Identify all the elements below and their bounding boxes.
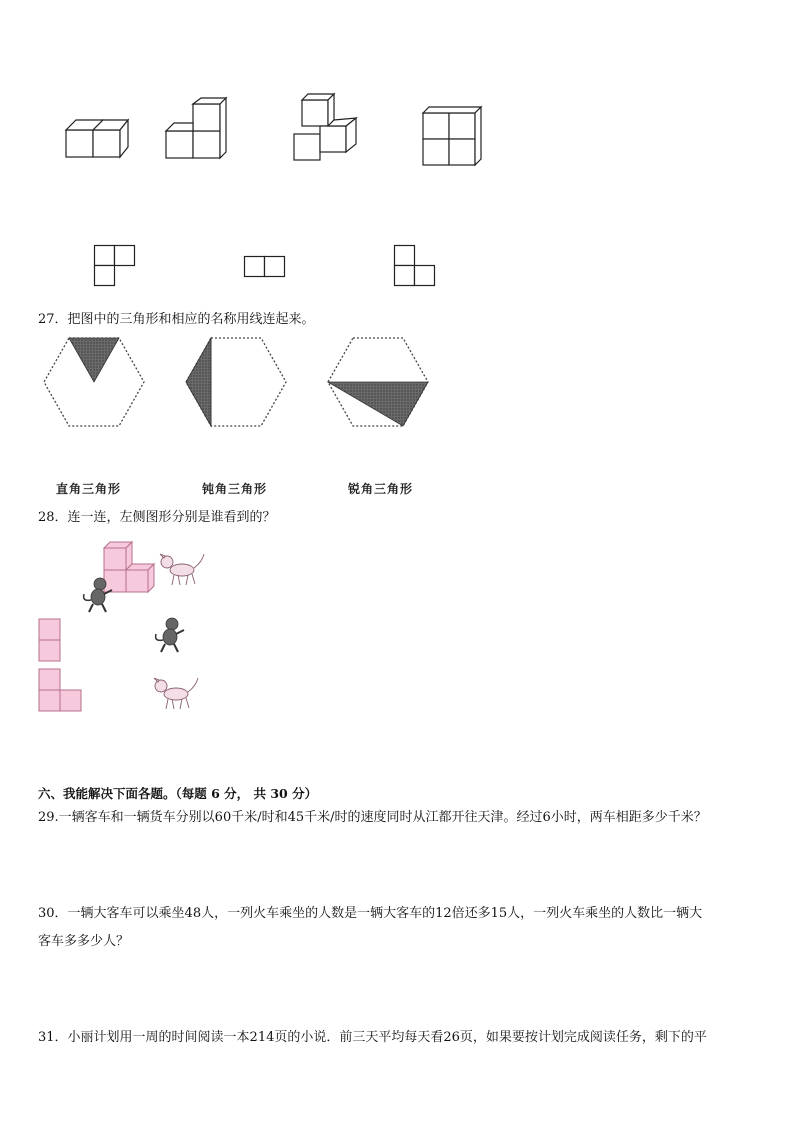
hexagon-2 bbox=[184, 336, 288, 428]
question-30-line-1: 30．一辆大客车可以乘坐48人，一列火车乘坐的人数是一辆大客车的12倍还多15人，一列火车乘坐的人数比一辆大 bbox=[38, 906, 703, 921]
label-obtuse-triangle: 钝角三角形 bbox=[202, 482, 268, 496]
hexagon-3 bbox=[326, 336, 430, 428]
section-6-title: 六、我能解决下面各题。（每题 6 分， 共 30 分） bbox=[38, 786, 318, 801]
view-option-column bbox=[38, 618, 64, 664]
monkey-icon bbox=[80, 576, 116, 616]
cube-figure-2 bbox=[162, 98, 232, 162]
view-grid-3 bbox=[394, 245, 438, 289]
cube-figure-1 bbox=[60, 110, 130, 160]
question-27: 27．把图中的三角形和相应的名称用线连起来。 bbox=[38, 312, 315, 327]
view-grid-1 bbox=[94, 245, 138, 289]
question-31-line-1: 31．小丽计划用一周的时间阅读一本214页的小说．前三天平均每天看26页，如果要按计划完成阅读任务，剩下的平 bbox=[38, 1030, 707, 1045]
question-28: 28．连一连，左侧图形分别是谁看到的？ bbox=[38, 510, 276, 525]
dog-icon-2 bbox=[152, 674, 202, 714]
cube-figure-3 bbox=[290, 94, 362, 164]
question-30-line-2: 客车多多少人？ bbox=[38, 934, 130, 949]
cube-figure-4 bbox=[420, 106, 486, 170]
monkey-icon-2 bbox=[152, 616, 188, 656]
label-right-triangle: 直角三角形 bbox=[56, 482, 122, 496]
view-option-l-shape bbox=[38, 668, 84, 714]
hexagon-1 bbox=[42, 336, 146, 428]
view-grid-2 bbox=[244, 256, 288, 280]
dog-icon bbox=[158, 550, 208, 590]
label-acute-triangle: 锐角三角形 bbox=[348, 482, 414, 496]
question-29: 29.一辆客车和一辆货车分别以60千米/时和45千米/时的速度同时从江都开往天津。经过6小时，两车相距多少千米？ bbox=[38, 810, 707, 825]
